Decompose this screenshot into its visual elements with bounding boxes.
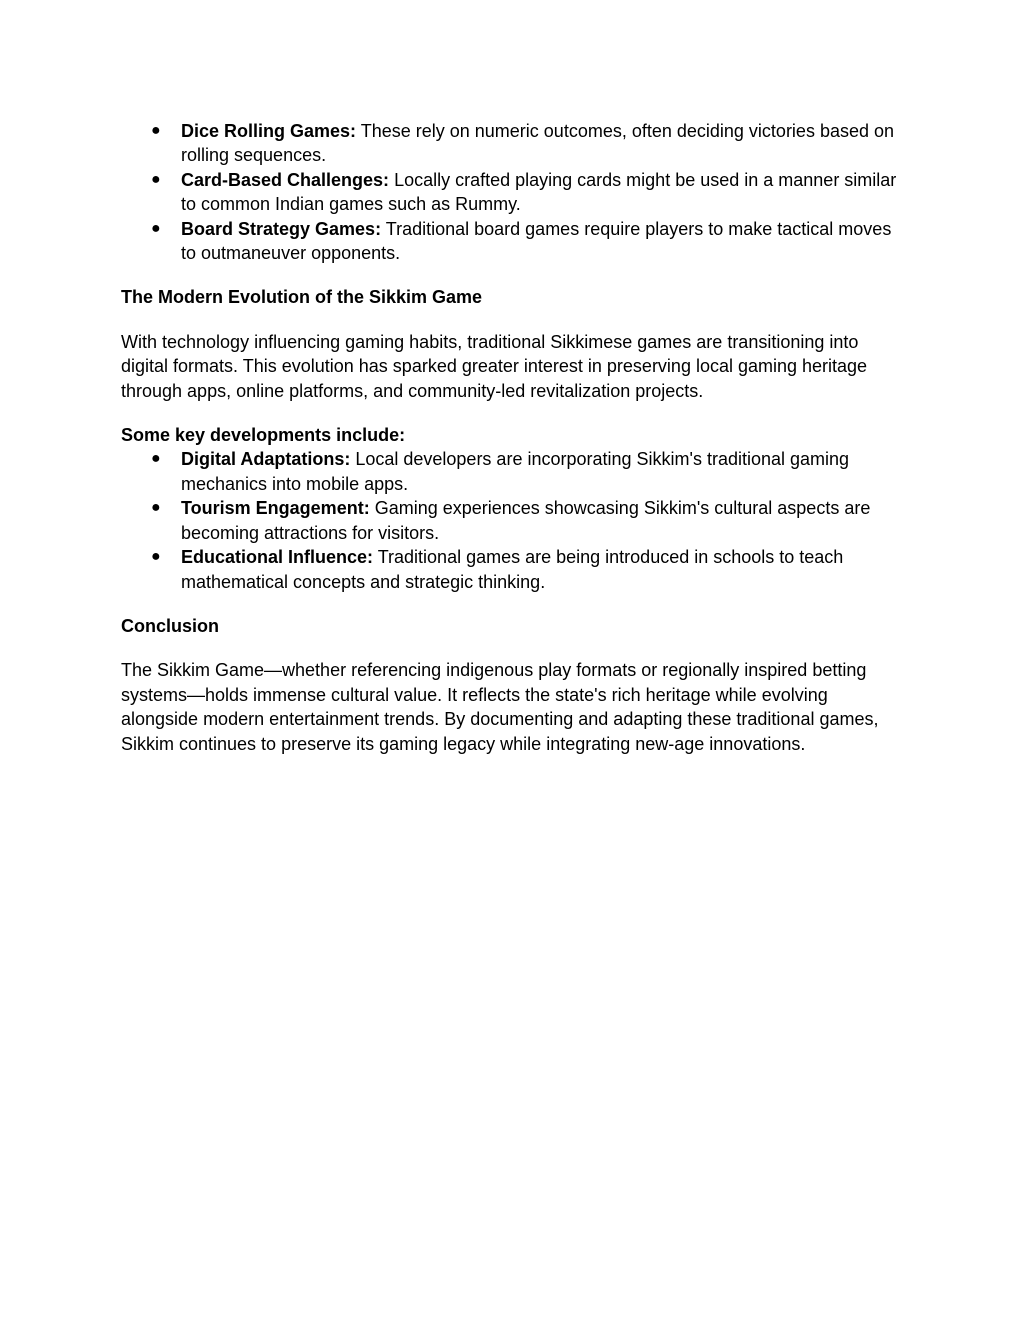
list-item-term: Dice Rolling Games: — [181, 121, 357, 141]
list-item — [121, 119, 901, 168]
list-item-text: These rely on numeric outcomes, often deciding victories based on rolling sequences. — [181, 121, 895, 166]
list-item-term: Board Strategy Games: — [181, 218, 382, 239]
list-item — [121, 168, 901, 217]
document-page — [121, 119, 901, 756]
list-item-term: Tourism Engagement: — [181, 498, 370, 519]
list-item — [121, 217, 901, 266]
section-heading-modern-evolution: The Modern Evolution of the Sikkim Game — [121, 287, 483, 308]
section-paragraph-modern-evolution: With technology influencing gaming habits, traditional Sikkimese games are transitioning into digital formats. This evolution has sparked greater interest in preserving local gaming heritage through apps, online platforms, and community-led revitalization projects. — [121, 331, 868, 401]
bullet-icon: ● — [151, 499, 161, 517]
list-item — [121, 545, 901, 594]
list-item-term: Educational Influence: — [181, 547, 374, 568]
list-item-text: Locally crafted playing cards might be used in a manner similar to common Indian games such as Rummy. — [181, 169, 897, 215]
list-item — [121, 496, 901, 545]
bullet-icon: ● — [151, 450, 161, 468]
section-paragraph-conclusion: The Sikkim Game—whether referencing indigenous play formats or regionally inspired betting systems—holds immense cultural value. It reflects the state's rich heritage while evolving alongside modern entertainment trends. By documenting and adapting these traditional games, Sikkim continues to preserve its gaming legacy while integrating new-age innovations. — [121, 660, 879, 754]
list-item-term: Digital Adaptations: — [181, 449, 351, 470]
list-item-text: Gaming experiences showcasing Sikkim's cultural aspects are becoming attractions for visitors. — [181, 498, 871, 543]
list-item-text: Traditional board games require players to make tactical moves to outmaneuver opponents. — [181, 218, 892, 264]
bullet-icon: ● — [151, 219, 161, 237]
list-item-text: Local developers are incorporating Sikkim's traditional gaming mechanics into mobile apps. — [181, 449, 850, 494]
bullet-icon: ● — [151, 548, 161, 566]
list-item-text: Traditional games are being introduced in schools to teach mathematical concepts and strategic thinking. — [181, 547, 844, 592]
game-types-list — [121, 119, 901, 265]
section-heading-key-developments: Some key developments include: — [121, 425, 406, 446]
bullet-icon: ● — [151, 170, 161, 188]
bullet-icon: ● — [151, 122, 161, 139]
section-heading-conclusion: Conclusion — [121, 615, 219, 636]
list-item-term: Card-Based Challenges: — [181, 169, 390, 190]
key-developments-list — [121, 447, 901, 593]
list-item — [121, 447, 901, 496]
